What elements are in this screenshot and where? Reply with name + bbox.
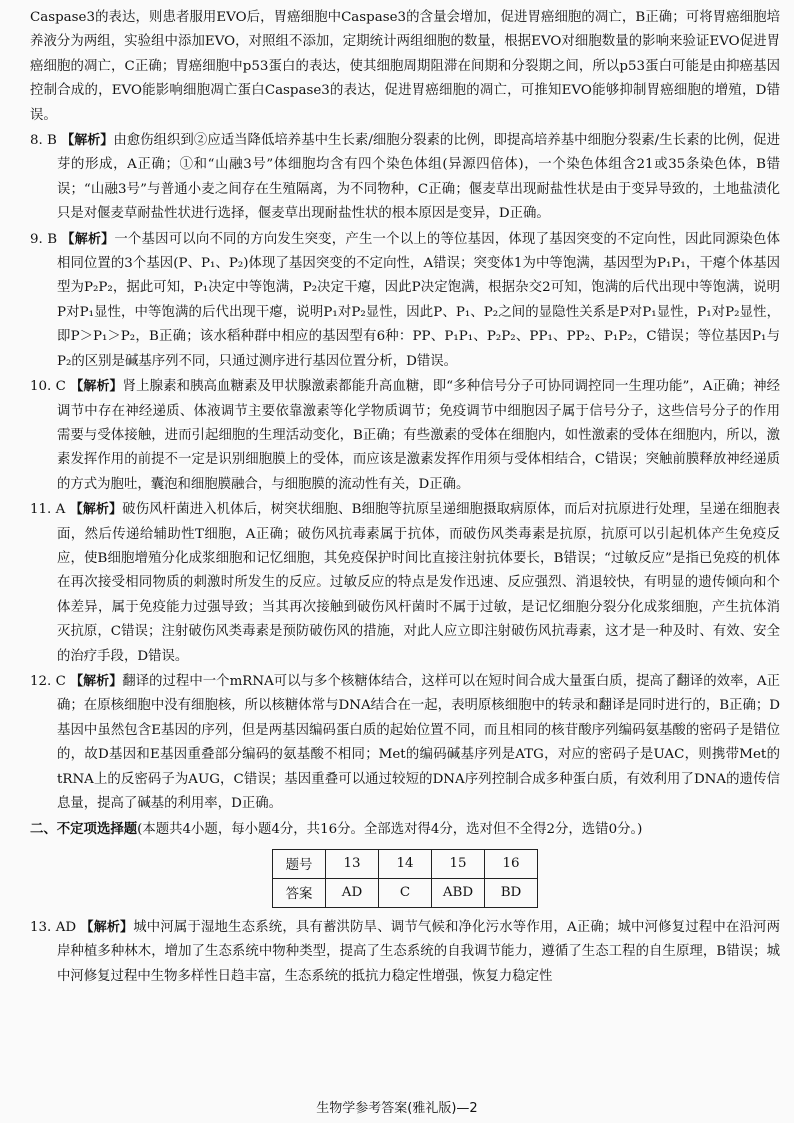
table-cell: 答案 xyxy=(273,878,326,907)
answer-item-8 xyxy=(30,129,780,227)
table-cell: 14 xyxy=(379,849,432,878)
item-number: 8. B xyxy=(30,133,57,149)
table-cell: AD xyxy=(326,878,379,907)
analysis-tag: 【解析】 xyxy=(80,919,134,935)
item-number: 11. A xyxy=(30,502,66,518)
answer-item-11 xyxy=(30,498,780,669)
paragraph-7-continued xyxy=(30,6,780,128)
paragraph-text: Caspase3的表达，则患者服用EVO后，胃癌细胞中Caspase3的含量会增加，促进胃癌细胞的凋亡，B正确；可将胃癌细胞培养液分为两组，实验组中添加EVO，对照组不添加，定期统计两组细胞的数量，根据EVO对细胞数量的影响来验证EVO促进胃癌细胞的凋亡，C正确；胃癌细胞中p53蛋白的表达，使其细胞周期阻滞在间期和分裂期之间，所以p53蛋白可能是由抑癌基因控制合成的，EVO能影响细胞凋亡蛋白Caspase3的表达，促进胃癌细胞的凋亡，可推知EVO能够抑制胃癌细胞的增殖，D错误。 xyxy=(30,10,780,123)
item-number: 9. B xyxy=(30,231,58,247)
paragraph-text: 城中河属于湿地生态系统，具有蓄洪防旱、调节气候和净化污水等作用，A正确；城中河修复过程中在沿河两岸种植多种林木，增加了生态系统中物种类型，提高了生态系统的自我调节能力，遵循了生态工程的自生原理，B错误；城中河修复过程中生物多样性日趋丰富，生态系统的抵抗力稳定性增强，恢复力稳定性 xyxy=(57,919,780,984)
section-title: 二、不定项选择题 xyxy=(30,822,138,838)
table-cell: 13 xyxy=(326,849,379,878)
answer-item-9 xyxy=(30,228,780,374)
paragraph-text: 由愈伤组织到②应适当降低培养基中生长素/细胞分裂素的比例，即提高培养基中细胞分裂素/生长素的比例，促进芽的形成，A正确；①和“山融3号”体细胞均含有四个染色体组(异源四倍体)，一个染色体组含21或35条染色体，B错误；“山融3号”与普通小麦之间存在生殖隔离，为不同物种，C正确；偃麦草出现耐盐性状是由于变异导致的，土地盐渍化只是对偃麦草耐盐性状进行选择，偃麦草出现耐盐性状的根本原因是变异，D正确。 xyxy=(57,133,780,222)
table-cell: 16 xyxy=(485,849,538,878)
paragraph-text: 破伤风杆菌进入机体后，树突状细胞、B细胞等抗原呈递细胞摄取病原体，而后对抗原进行处理，呈递在细胞表面，然后传递给辅助性T细胞，A正确；破伤风抗毒素属于抗体，而破伤风类毒素是抗原，抗原可以引起机体产生免疫反应，使B细胞增殖分化成浆细胞和记忆细胞，其免疫保护时间比直接注射抗体要长，B错误；“过敏反应”是指已免疫的机体在再次接受相同物质的刺激时所发生的反应。过敏反应的特点是发作迅速、反应强烈、消退较快，有明显的遗传倾向和个体差异，属于免疫能力过强导致；当其再次接触到破伤风杆菌时不属于过敏，是记忆细胞分裂分化成浆细胞，产生抗体消灭抗原，C错误；注射破伤风类毒素是预防破伤风的措施，对此人应立即注射破伤风抗毒素，这才是一种及时、有效、安全的治疗手段，D错误。 xyxy=(57,502,780,664)
paragraph-text: 肾上腺素和胰高血糖素及甲状腺激素都能升高血糖，即“多种信号分子可协同调控同一生理功能”，A正确；神经调节中存在神经递质、体液调节主要依靠激素等化学物质调节；免疫调节中细胞因子属于信号分子，这些信号分子的作用需要与受体接触，进而引起细胞的生理活动变化，B正确；有些激素的受体在细胞内，如性激素的受体在细胞内，所以，激素发挥作用的前提不一定是识别细胞膜上的受体，而应该是激素发挥作用须与受体相结合，C错误；突触前膜释放神经递质的方式为胞吐，囊泡和细胞膜融合，与细胞膜的流动性有关，D正确。 xyxy=(57,379,780,492)
document-page xyxy=(30,6,780,990)
answer-table xyxy=(272,849,538,908)
answer-item-10 xyxy=(30,375,780,497)
answer-item-13 xyxy=(30,916,780,989)
table-cell: BD xyxy=(485,878,538,907)
table-row-question-numbers xyxy=(273,849,538,878)
section-description: (本题共4小题，每小题4分，共16分。全部选对得4分，选对但不全得2分，选错0分。) xyxy=(137,822,643,838)
analysis-tag: 【解析】 xyxy=(70,379,123,395)
analysis-tag: 【解析】 xyxy=(61,133,114,149)
answer-item-12 xyxy=(30,670,780,816)
analysis-tag: 【解析】 xyxy=(61,231,115,247)
item-number: 10. C xyxy=(30,379,66,395)
table-cell: ABD xyxy=(432,878,485,907)
table-cell: C xyxy=(379,878,432,907)
item-number: 13. AD xyxy=(30,919,77,935)
item-number: 12. C xyxy=(30,673,66,689)
page-footer: 生物学参考答案(雅礼版)—2 xyxy=(316,1101,478,1116)
analysis-tag: 【解析】 xyxy=(69,502,123,518)
paragraph-text: 一个基因可以向不同的方向发生突变，产生一个以上的等位基因，体现了基因突变的不定向性，因此同源染色体相同位置的3个基因(P、P₁、P₂)体现了基因突变的不定向性，A错误；突变体1为中等饱满，基因型为P₁P₁，干瘪个体基因型为P₂P₂，据此可知，P₁决定中等饱满，P₂决定干瘪，因此P决定饱满，根据杂交2可知，饱满的后代出现中等饱满，说明P对P₁显性，中等饱满的后代出现干瘪，说明P₁对P₂显性，因此P、P₁、P₂之间的显隐性关系是P对P₁显性，P₁对P₂显性，即P＞P₁＞P₂，B正确；该水稻种群中相应的基因型有6种：PP、P₁P₁、P₂P₂、PP₁、PP₂、P₁P₂，C错误；等位基因P₁与P₂的区别是碱基序列不同，只通过测序进行基因位置分析，D错误。 xyxy=(57,231,780,369)
paragraph-text: 翻译的过程中一个mRNA可以与多个核糖体结合，这样可以在短时间合成大量蛋白质，提高了翻译的效率，A正确；在原核细胞中没有细胞核，所以核糖体常与DNA结合在一起，表明原核细胞中的转录和翻译是同时进行的，B正确；D基因中虽然包含E基因的序列，但是两基因编码蛋白质的起始位置不同，而且相同的核苷酸序列编码氨基酸的密码子是错位的，故D基因和E基因重叠部分编码的氨基酸不相同；Met的编码碱基序列是ATG，对应的密码子是UAC，则携带Met的tRNA上的反密码子为AUG，C错误；基因重叠可以通过较短的DNA序列控制合成多种蛋白质，有效利用了DNA的遗传信息量，提高了碱基的利用率，D正确。 xyxy=(57,673,780,811)
table-cell: 15 xyxy=(432,849,485,878)
analysis-tag: 【解析】 xyxy=(70,673,123,689)
table-row-answers xyxy=(273,878,538,907)
section-heading-multiple-choice xyxy=(30,818,780,842)
table-cell: 题号 xyxy=(273,849,326,878)
